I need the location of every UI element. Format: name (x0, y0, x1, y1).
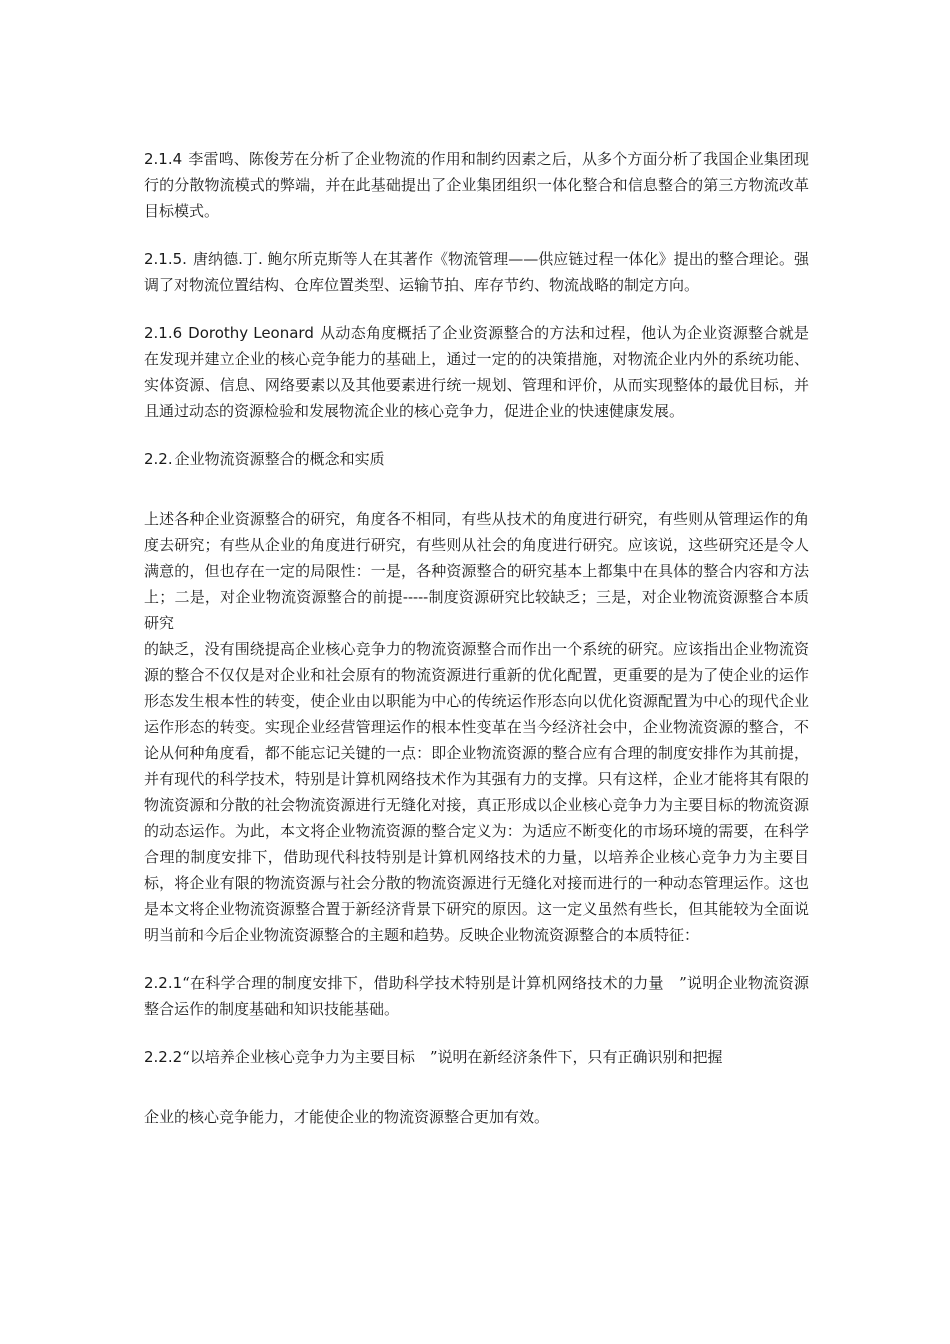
paragraph-text: “在科学合理的制度安排下，借助科学技术特别是计算机网络技术的力量 ”说明企业物流资源整合运作的制度基础和知识技能基础。 (144, 974, 809, 1018)
section-number: 2.1.5. (144, 250, 187, 268)
section-number: 2.1.4 (144, 150, 183, 168)
paragraph-text: 从动态角度概括了企业资源整合的方法和过程，他认为企业资源整合就是在发现并建立企业的核心竞争能力的基础上，通过一定的的决策措施，对物流企业内外的系统功能、实体资源、信息、网络要素以及其他要素进行统一规划、管理和评价，从而实现整体的最优目标，并且通过动态的资源检验和发展物流企业的核心竞争力，促进企业的快速健康发展。 (144, 324, 809, 420)
paragraph-text: “以培养企业核心竞争力为主要目标 ”说明在新经济条件下，只有正确识别和把握 (182, 1048, 723, 1066)
section-heading-2-2 (144, 446, 809, 472)
paragraph-text: 唐纳德.丁. 鲍尔所克斯等人在其著作《物流管理——供应链过程一体化》提出的整合理论。强调了对物流位置结构、仓库位置类型、运输节拍、库存节约、物流战略的制定方向。 (144, 250, 809, 294)
paragraph-2-1-5 (144, 246, 809, 298)
document-page (144, 146, 809, 1152)
body-paragraph-1: 上述各种企业资源整合的研究，角度各不相同，有些从技术的角度进行研究，有些则从管理运作的角度去研究；有些从企业的角度进行研究，有些则从社会的角度进行研究。应该说，这些研究还是令人满意的，但也存在一定的局限性：一是，各种资源整合的研究基本上都集中在具体的整合内容和方法上；二是，对企业物流资源整合的前提-----制度资源研究比较缺乏；三是，对企业物流资源整合本质研究 (144, 510, 809, 632)
section-heading-text: 企业物流资源整合的概念和实质 (174, 450, 385, 468)
paragraph-text: 李雷鸣、陈俊芳在分析了企业物流的作用和制约因素之后，从多个方面分析了我国企业集团现行的分散物流模式的弊端，并在此基础提出了企业集团组织一体化整合和信息整合的第三方物流改革目标模式。 (144, 150, 809, 220)
paragraph-2-1-4 (144, 146, 809, 224)
point-2-2-1 (144, 970, 809, 1022)
author-name: Dorothy Leonard (188, 324, 314, 342)
section-number: 2.2.2 (144, 1048, 183, 1066)
section-number: 2.2. (144, 450, 173, 468)
section-number: 2.2.1 (144, 974, 183, 992)
section-number: 2.1.6 (144, 324, 183, 342)
point-2-2-2 (144, 1044, 809, 1070)
paragraph-2-1-6 (144, 320, 809, 424)
body-paragraph-2: 的缺乏，没有围绕提高企业核心竞争力的物流资源整合而作出一个系统的研究。应该指出企业物流资源的整合不仅仅是对企业和社会原有的物流资源进行重新的优化配置，更重要的是为了使企业的运作形态发生根本性的转变，使企业由以职能为中心的传统运作形态向以优化资源配置为中心的现代企业运作形态的转变。实现企业经营管理运作的根本性变革在当今经济社会中，企业物流资源的整合，不论从何种角度看，都不能忘记关键的一点：即企业物流资源的整合应有合理的制度安排作为其前提，并有现代的科学技术，特别是计算机网络技术作为其强有力的支撑。只有这样，企业才能将其有限的物流资源和分散的社会物流资源进行无缝化对接，真正形成以企业核心竞争力为主要目标的物流资源的动态运作。为此，本文将企业物流资源的整合定义为：为适应不断变化的市场环境的需要，在科学合理的制度安排下，借助现代科技特别是计算机网络技术的力量，以培养企业核心竞争力为主要目标，将企业有限的物流资源与社会分散的物流资源进行无缝化对接而进行的一种动态管理运作。这也是本文将企业物流资源整合置于新经济背景下研究的原因。这一定义虽然有些长，但其能较为全面说明当前和今后企业物流资源整合的主题和趋势。反映企业物流资源整合的本质特征： (144, 640, 809, 944)
closing-paragraph: 企业的核心竞争能力，才能使企业的物流资源整合更加有效。 (144, 1108, 550, 1126)
